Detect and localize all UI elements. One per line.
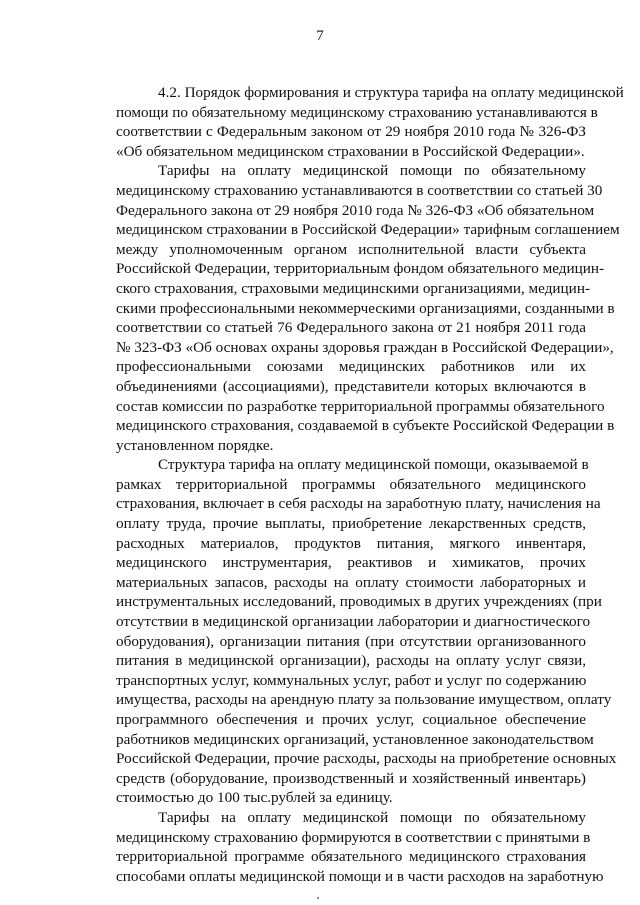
- text-line: Структура тарифа на оплату медицинской помощи, оказываемой в: [158, 456, 589, 474]
- text-line: стоимостью до 100 тыс.рублей за единицу.: [116, 789, 393, 807]
- paragraph-tariffs-establishment: [116, 161, 620, 455]
- text-line: рамках территориальной программы обязательного медицинского: [116, 475, 586, 493]
- text-line: инструментальных исследований, проводимых в других учреждениях (при: [116, 593, 602, 611]
- text-line: между уполномоченным органом исполнительной власти субъекта: [116, 240, 586, 258]
- text-line: медицинском страховании в Российской Федерации» тарифным соглашением: [116, 221, 620, 239]
- text-line: медицинскому страхованию устанавливаются в соответствии со статьей 30: [116, 181, 603, 199]
- text-line: оплату труда, прочие выплаты, приобретение лекарственных средств,: [116, 515, 586, 533]
- page-number: 7: [316, 28, 324, 44]
- scan-dot: [317, 897, 319, 899]
- text-line: медицинского страхования, создаваемой в субъекте Российской Федерации в: [116, 417, 615, 435]
- text-line: Тарифы на оплату медицинской помощи по обязательному: [158, 808, 586, 826]
- text-line: способами оплаты медицинской помощи и в части расходов на заработную: [116, 867, 604, 885]
- text-line: № 323-ФЗ «Об основах охраны здоровья граждан в Российской Федерации»,: [116, 338, 614, 356]
- text-line: установленном порядке.: [116, 436, 274, 454]
- text-line: скими профессиональными некоммерческими организациями, созданными в: [116, 299, 615, 317]
- text-line: состав комиссии по разработке территориальной программы обязательного: [116, 397, 605, 415]
- text-line: транспортных услуг, коммунальных услуг, работ и услуг по содержанию: [116, 671, 587, 689]
- document-body: [116, 83, 624, 886]
- paragraph-tariff-structure: [116, 455, 617, 808]
- paragraph-4-2: [116, 83, 624, 161]
- text-line: программного обеспечения и прочих услуг, социальное обеспечение: [116, 711, 586, 728]
- text-line: Федерального закона от 29 ноября 2010 года № 326-ФЗ «Об обязательном: [116, 201, 595, 219]
- text-line: соответствии с Федеральным законом от 29 ноября 2010 года № 326-ФЗ: [116, 123, 586, 141]
- text-line: работников медицинских организаций, установленное законодательством: [116, 730, 594, 748]
- text-line: средств (оборудование, производственный и хозяйственный инвентарь): [116, 769, 586, 787]
- text-line: расходных материалов, продуктов питания, мягкого инвентаря,: [116, 534, 586, 552]
- text-line: ского страхования, страховыми медицинскими организациями, медицин-: [116, 279, 590, 297]
- text-line: отсутствии в медицинской организации лаборатории и диагностического: [116, 613, 591, 631]
- text-line: территориальной программе обязательного медицинского страхования: [116, 848, 586, 866]
- text-line: профессиональными союзами медицинских работников или их: [116, 358, 586, 376]
- text-line: Тарифы на оплату медицинской помощи по обязательному: [158, 162, 586, 180]
- text-line: помощи по обязательному медицинскому страхованию устанавливаются в: [116, 103, 598, 121]
- text-line: медицинского инструментария, реактивов и химикатов, прочих: [116, 554, 586, 572]
- text-line: объединениями (ассоциациями), представители которых включаются в: [116, 377, 586, 395]
- text-line: 4.2. Порядок формирования и структура тарифа на оплату медицинской: [158, 84, 624, 101]
- text-line: страхования, включает в себя расходы на заработную плату, начисления на: [116, 495, 601, 513]
- paragraph-tariffs-formation: [116, 808, 604, 886]
- text-line: имущества, расходы на арендную плату за пользование имуществом, оплату: [116, 691, 612, 709]
- text-line: Российской Федерации, территориальным фондом обязательного медицин-: [116, 260, 605, 278]
- text-line: Российской Федерации, прочие расходы, расходы на приобретение основных: [116, 750, 617, 768]
- text-line: оборудования), организации питания (при отсутствии организованного: [116, 632, 586, 650]
- text-line: «Об обязательном медицинском страховании в Российской Федерации».: [116, 142, 585, 160]
- text-line: медицинскому страхованию формируются в соответствии с принятыми в: [116, 828, 591, 846]
- text-line: материальных запасов, расходы на оплату стоимости лабораторных и: [116, 573, 586, 591]
- text-line: соответствии со статьей 76 Федерального закона от 21 ноября 2011 года: [116, 319, 586, 337]
- text-line: питания в медицинской организации), расходы на оплату услуг связи,: [116, 652, 586, 670]
